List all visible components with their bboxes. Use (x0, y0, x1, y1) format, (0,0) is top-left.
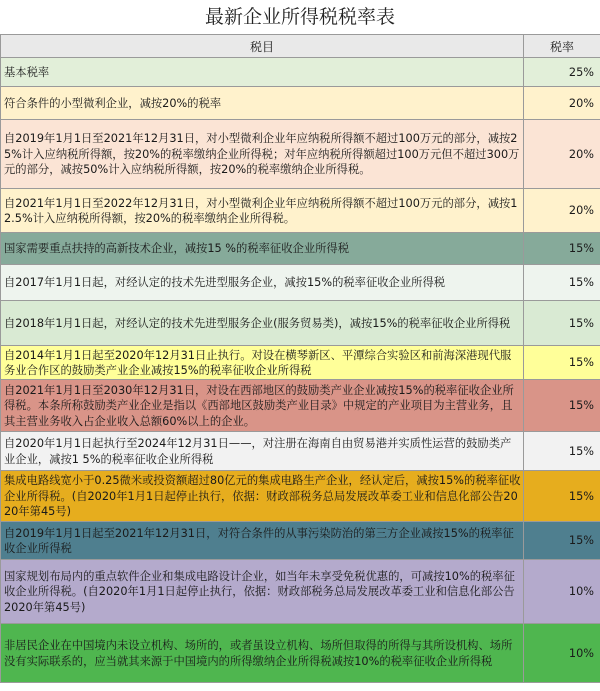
tax-rate-value: 15% (524, 380, 600, 432)
tax-item-text: 自2014年1月1日起至2020年12月31日止执行。对设在横琴新区、平潭综合实验区和前海深港现代服务业合作区的鼓励类产业企业减按15%的税率征收企业所得税 (1, 346, 524, 380)
column-header-rate: 税率 (524, 35, 600, 58)
table-row (1, 432, 600, 471)
table-row (1, 624, 600, 683)
table-row (1, 58, 600, 87)
table-row (1, 265, 600, 301)
table-row (1, 471, 600, 522)
table-row (1, 301, 600, 346)
tax-rate-value: 15% (524, 301, 600, 346)
tax-item-text: 国家规划布局内的重点软件企业和集成电路设计企业，如当年未享受免税优惠的，可减按10%的税率征收企业所得税。(自2020年1月1日起停止执行，依据：财政部税务总局发展改革委工业和信息化部公告2020年第45号) (1, 560, 524, 624)
table-row (1, 522, 600, 560)
table-row (1, 233, 600, 265)
page-title: 最新企业所得税税率表 (204, 6, 395, 28)
tax-rate-table (0, 34, 600, 683)
tax-rate-value: 20% (524, 189, 600, 233)
tax-item-text: 自2019年1月1日起至2021年12月31日，对符合条件的从事污染防治的第三方企业减按15%的税率征收企业所得税 (1, 522, 524, 560)
tax-item-text: 国家需要重点扶持的高新技术企业，减按15 %的税率征收企业所得税 (1, 233, 524, 265)
tax-rate-value: 15% (524, 265, 600, 301)
tax-item-text: 自2021年1月1日至2030年12月31日，对设在西部地区的鼓励类产业企业减按15%的税率征收企业所得税。本条所称鼓励类产业企业是指以《西部地区鼓励类产业目录》中规定的产业项目为主营业务，且其主营业务收入占企业收入总额60%以上的企业。 (1, 380, 524, 432)
table-header-row (1, 35, 600, 58)
tax-item-text: 自2020年1月1日起执行至2024年12月31日——，对注册在海南自由贸易港并实质性运营的鼓励类产业企业，减按1 5%的税率征收企业所得税 (1, 432, 524, 471)
tax-item-text: 非居民企业在中国境内未设立机构、场所的，或者虽设立机构、场所但取得的所得与其所设机构、场所没有实际联系的，应当就其来源于中国境内的所得缴纳企业所得税减按10%的税率征收企业所得税 (1, 624, 524, 683)
tax-rate-value: 15% (524, 233, 600, 265)
tax-rate-value: 25% (524, 58, 600, 87)
tax-rate-value: 10% (524, 624, 600, 683)
tax-rate-value: 15% (524, 471, 600, 522)
tax-rate-value: 15% (524, 346, 600, 380)
table-row (1, 189, 600, 233)
tax-item-text: 基本税率 (1, 58, 524, 87)
column-header-item: 税目 (1, 35, 524, 58)
tax-item-text: 集成电路线宽小于0.25微米或投资额超过80亿元的集成电路生产企业，经认定后，减按15%的税率征收企业所得税。(自2020年1月1日起停止执行，依据：财政部税务总局发展改革委工业和信息化部公告2020年第45号) (1, 471, 524, 522)
tax-rate-value: 15% (524, 522, 600, 560)
tax-item-text: 自2018年1月1日起，对经认定的技术先进型服务企业(服务贸易类)，减按15%的税率征收企业所得税 (1, 301, 524, 346)
table-row (1, 560, 600, 624)
tax-rate-value: 15% (524, 432, 600, 471)
table-row (1, 87, 600, 120)
tax-item-text: 自2017年1月1日起，对经认定的技术先进型服务企业，减按15%的税率征收企业所得税 (1, 265, 524, 301)
tax-item-text: 符合条件的小型微利企业，减按20%的税率 (1, 87, 524, 120)
tax-rate-value: 20% (524, 120, 600, 189)
tax-rate-value: 20% (524, 87, 600, 120)
tax-item-text: 自2021年1月1日至2022年12月31日，对小型微利企业年应纳税所得额不超过100万元的部分，减按12.5%计入应纳税所得额，按20%的税率缴纳企业所得税。 (1, 189, 524, 233)
tax-item-text: 自2019年1月1日至2021年12月31日，对小型微利企业年应纳税所得额不超过100万元的部分，减按25%计入应纳税所得额，按20%的税率缴纳企业所得税；对年应纳税所得额超过100万元但不超过300万元的部分，减按50%计入应纳税所得额，按20%的税率缴纳企业所得税。 (1, 120, 524, 189)
table-row (1, 346, 600, 380)
table-row (1, 120, 600, 189)
tax-rate-value: 10% (524, 560, 600, 624)
table-row (1, 380, 600, 432)
